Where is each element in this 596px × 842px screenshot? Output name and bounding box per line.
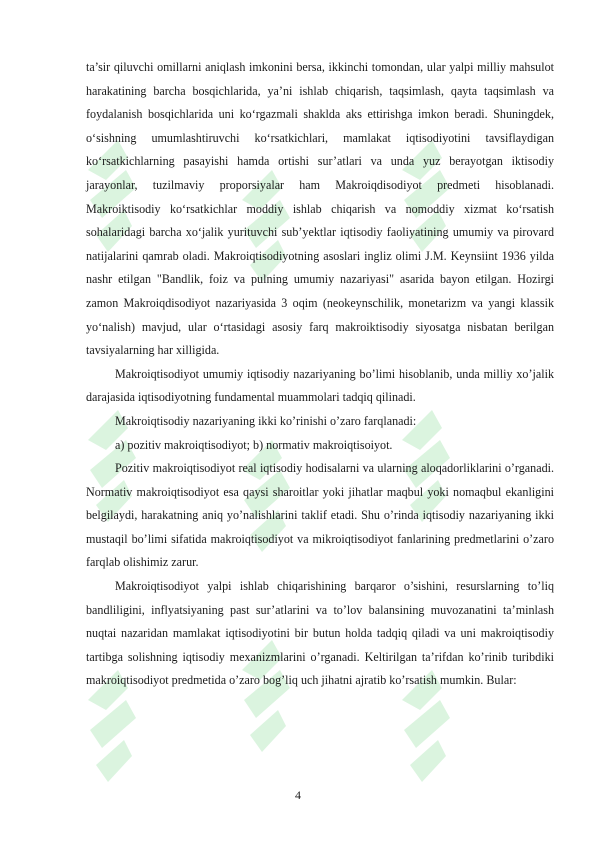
paragraph: ta’sir qiluvchi omillarni aniqlash imkonini bersa, ikkinchi tomondan, ular yalpi milliy mahsulot harakatining barcha bosqichlarida, ya’ni ishlab chiqarish, taqsimlash, qayta taqsimlash va foydalanish bosqichlarida uni ko‘rgazmali shaklda aks ettirishga imkon beradi. Shuningdek, o‘sishning umumlashtiruvchi ko‘rsatkichlari, mamlakat iqtisodiyotini tavsiflaydigan ko‘rsatkichlarning pasayishi hamda ortishi sur’atlari va unda yuz berayotgan iktisodiy jarayonlar, tuzilmaviy proporsiyalar ham Makroiqdisodiyot predmeti hisoblanadi. Makroiktisodiy ko‘rsatkichlar moddiy ishlab chiqarish va nomoddiy xizmat ko‘rsatish sohalaridagi barcha xo‘jalik yurituvchi sub’yektlar iqtisodiy faoliyatining umumiy va pirovard natijalarini qamrab oladi. Makroiqtisodiyotning asoslari ingliz olimi J.M. Keynsiint 1936 yilda nashr etilgan "Bandlik, foiz va pulning umumiy nazariyasi" asarida bayon etilgan. Hozirgi zamon Makroiqdisodiyot nazariyasida 3 oqim (neokeynschilik, monetarizm va yangi klassik yo‘nalish) mavjud, ular o‘rtasidagi asosiy farq makroiktisodiy siyosatga nisbatan berilgan tavsiyalarning har xilligida. bbox=[86, 60, 554, 358]
paragraph: Makroiqtisodiyot umumiy iqtisodiy nazariyaning bo’limi hisoblanib, unda milliy xo’jalik darajasida iqtisodiyotning fundamental muammolari tadqiq qilinadi. bbox=[86, 366, 554, 405]
document-body bbox=[86, 56, 554, 693]
paragraph: Makroiqtisodiy nazariyaning ikki ko’rinishi o’zaro farqlanadi: bbox=[115, 413, 417, 428]
paragraph: Makroiqtisodiyot yalpi ishlab chiqarishining barqaror o’sishini, resurslarning to’liq bandliligini, inflyatsiyaning past sur’atlarini va to’lov balansining muvozanatini ta’minlash nuqtai nazaridan mamlakat iqtisodiyotini bir butun holda tadqiq qiladi va uni makroiqtisodiy tartibga solishning iqtisodiy mexanizmlarini o’rganadi. Keltirilgan ta’rifdan ko’rinib turibdiki makroiqtisodiyot predmetida o’zaro bog’liq uch jihatni ajratib ko’rsatish mumkin. Bular: bbox=[86, 579, 554, 688]
page-number: 4 bbox=[295, 788, 301, 802]
paragraph: a) pozitiv makroiqtisodiyot; b) normativ makroiqtisoiyot. bbox=[115, 437, 393, 452]
paragraph: Pozitiv makroiqtisodiyot real iqtisodiy hodisalarni va ularning aloqadorliklarini o’rganadi. Normativ makroiqtisodiyot esa qaysi sharoitlar yoki jihatlar maqbul yoki nomaqbul ekanligini belgilaydi, harakatning aniq yo’nalishlarini taklif etadi. Shu o’rinda iqtisodiy nazariyaning ikki mustaqil bo’limi sifatida makroiqtisodiyot va mikroiqtisodiyot fanlarining predmetlarini o’zaro farqlab olishimiz zarur. bbox=[86, 461, 554, 570]
